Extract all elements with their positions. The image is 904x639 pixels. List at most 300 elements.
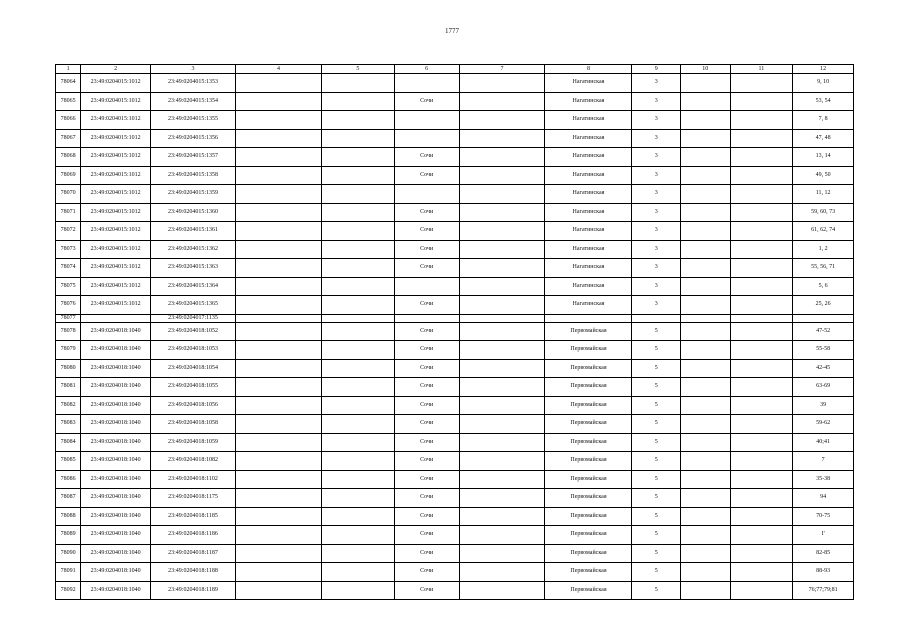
table-cell (681, 259, 731, 278)
table-cell: 23:49:0204018:1040 (81, 359, 151, 378)
table-cell: 78080 (56, 359, 81, 378)
table-cell: Сочи (394, 378, 459, 397)
table-cell: 78091 (56, 563, 81, 582)
table-cell: 82-85 (793, 544, 854, 563)
table-cell (730, 433, 793, 452)
table-cell (681, 314, 731, 322)
table-cell: 78089 (56, 526, 81, 545)
table-cell: 23:49:0204015:1012 (81, 74, 151, 93)
table-cell: 23:49:0204015:1353 (151, 74, 236, 93)
table-cell: 23:49:0204018:1058 (151, 415, 236, 434)
table-cell (730, 581, 793, 600)
table-cell: 23:49:0204015:1358 (151, 166, 236, 185)
table-row (56, 378, 854, 397)
table-cell: 23:49:0204018:1040 (81, 322, 151, 341)
table-cell: 23:49:0204018:1040 (81, 544, 151, 563)
table-cell: 5 (632, 415, 681, 434)
table-cell (681, 526, 731, 545)
table-row (56, 581, 854, 600)
table-cell: Первомайская (545, 507, 632, 526)
table-cell (394, 185, 459, 204)
table-cell: 78065 (56, 92, 81, 111)
table-cell (730, 240, 793, 259)
table-cell (730, 314, 793, 322)
table-cell (459, 166, 545, 185)
table-cell: 42-45 (793, 359, 854, 378)
table-cell: 3 (632, 166, 681, 185)
table-cell (681, 111, 731, 130)
table-cell (321, 277, 394, 296)
table-cell (236, 378, 322, 397)
table-cell: Сочи (394, 240, 459, 259)
table-cell: Сочи (394, 526, 459, 545)
table-cell (321, 581, 394, 600)
table-cell (321, 166, 394, 185)
table-cell: 23:49:0204015:1354 (151, 92, 236, 111)
table-cell: 23:49:0204015:1012 (81, 296, 151, 315)
table-cell: 23:49:0204018:1040 (81, 415, 151, 434)
table-cell: Нагатинская (545, 148, 632, 167)
table-cell: Первомайская (545, 581, 632, 600)
table-cell: 78084 (56, 433, 81, 452)
table-cell (459, 544, 545, 563)
table-cell (321, 433, 394, 452)
table-cell: 23:49:0204018:1175 (151, 489, 236, 508)
table-cell: 5 (632, 470, 681, 489)
table-cell (236, 259, 322, 278)
table-cell (321, 378, 394, 397)
table-cell: 1, 2 (793, 240, 854, 259)
table-cell: 78069 (56, 166, 81, 185)
table-cell (236, 489, 322, 508)
table-cell (545, 314, 632, 322)
table-cell: 23:49:0204018:1059 (151, 433, 236, 452)
table-cell (236, 148, 322, 167)
table-cell: 23:49:0204018:1102 (151, 470, 236, 489)
table-cell: Сочи (394, 415, 459, 434)
table-cell (681, 148, 731, 167)
table-cell: 53, 54 (793, 92, 854, 111)
table-cell: 23:49:0204018:1185 (151, 507, 236, 526)
table-cell (236, 92, 322, 111)
table-cell (394, 111, 459, 130)
table-cell: 23:49:0204015:1012 (81, 166, 151, 185)
table-cell: Сочи (394, 544, 459, 563)
table-cell (730, 296, 793, 315)
table-cell (321, 129, 394, 148)
table-cell (681, 581, 731, 600)
table-cell (459, 203, 545, 222)
table-cell (321, 148, 394, 167)
table-cell: 3 (632, 222, 681, 241)
table-cell (236, 314, 322, 322)
table-cell: Нагатинская (545, 240, 632, 259)
table-cell: 61, 62, 74 (793, 222, 854, 241)
table-cell: Первомайская (545, 452, 632, 471)
table-cell: 23:49:0204018:1082 (151, 452, 236, 471)
table-cell (681, 489, 731, 508)
table-cell: 5 (632, 452, 681, 471)
table-cell (236, 296, 322, 315)
table-cell: 78085 (56, 452, 81, 471)
table-row (56, 452, 854, 471)
table-cell: 3 (632, 148, 681, 167)
table-cell: 23:49:0204018:1052 (151, 322, 236, 341)
table-cell (236, 240, 322, 259)
table-cell: Сочи (394, 259, 459, 278)
table-row (56, 166, 854, 185)
table-cell (321, 526, 394, 545)
table-cell: 47, 48 (793, 129, 854, 148)
table-cell: 78068 (56, 148, 81, 167)
table-row (56, 415, 854, 434)
table-cell: 13, 14 (793, 148, 854, 167)
table-cell: Сочи (394, 433, 459, 452)
table-cell (321, 111, 394, 130)
table-cell (459, 92, 545, 111)
page-number: 1777 (445, 27, 459, 35)
table-cell (681, 563, 731, 582)
table-cell (459, 240, 545, 259)
table-cell: 23:49:0204015:1357 (151, 148, 236, 167)
table-cell (730, 222, 793, 241)
table-cell (459, 563, 545, 582)
table-row (56, 277, 854, 296)
table-cell (321, 544, 394, 563)
registry-table (55, 64, 854, 600)
table-cell: Сочи (394, 452, 459, 471)
table-cell (730, 111, 793, 130)
table-cell (459, 222, 545, 241)
table-cell (459, 74, 545, 93)
column-header: 7 (459, 65, 545, 74)
table-cell (681, 470, 731, 489)
column-header: 5 (321, 65, 394, 74)
table-cell: 23:49:0204018:1040 (81, 452, 151, 471)
table-cell: 78083 (56, 415, 81, 434)
table-cell: 5, 6 (793, 277, 854, 296)
table-row (56, 470, 854, 489)
table-cell (681, 185, 731, 204)
table-cell (321, 359, 394, 378)
table-row (56, 544, 854, 563)
table-cell (681, 359, 731, 378)
table-row (56, 92, 854, 111)
table-cell: 78072 (56, 222, 81, 241)
table-cell (681, 452, 731, 471)
table-cell (236, 74, 322, 93)
table-cell: 23:49:0204017:1135 (151, 314, 236, 322)
table-cell (730, 359, 793, 378)
table-cell (730, 378, 793, 397)
table-header-row (56, 65, 854, 74)
table-cell: 3 (632, 240, 681, 259)
table-cell: 23:49:0204015:1012 (81, 222, 151, 241)
table-cell: Нагатинская (545, 185, 632, 204)
table-cell (321, 322, 394, 341)
table-cell: 23:49:0204018:1040 (81, 470, 151, 489)
table-cell (321, 259, 394, 278)
table-cell (321, 203, 394, 222)
column-header: 9 (632, 65, 681, 74)
table-cell: Нагатинская (545, 203, 632, 222)
table-cell: 23:49:0204018:1186 (151, 526, 236, 545)
table-cell (321, 396, 394, 415)
table-cell (321, 240, 394, 259)
table-cell: 25, 26 (793, 296, 854, 315)
table-cell: Сочи (394, 470, 459, 489)
table-row (56, 396, 854, 415)
table-row (56, 259, 854, 278)
table-cell: 7, 8 (793, 111, 854, 130)
table-cell (459, 452, 545, 471)
table-row (56, 74, 854, 93)
table-cell: 78088 (56, 507, 81, 526)
table-cell: 78087 (56, 489, 81, 508)
table-cell (394, 314, 459, 322)
table-cell (730, 277, 793, 296)
table-cell (459, 314, 545, 322)
table-cell (321, 452, 394, 471)
table-cell: Сочи (394, 166, 459, 185)
table-row (56, 433, 854, 452)
table-cell: Сочи (394, 341, 459, 360)
table-cell (459, 296, 545, 315)
table-cell (730, 563, 793, 582)
table-row (56, 129, 854, 148)
table-cell: 23:49:0204015:1012 (81, 277, 151, 296)
table-cell: 23:49:0204018:1040 (81, 396, 151, 415)
table-cell (730, 322, 793, 341)
table-cell (236, 322, 322, 341)
table-cell: Сочи (394, 581, 459, 600)
table-cell: Сочи (394, 148, 459, 167)
table-cell: 23:49:0204018:1040 (81, 563, 151, 582)
table-cell: 23:49:0204018:1040 (81, 489, 151, 508)
table-row (56, 507, 854, 526)
table-cell: 3 (632, 92, 681, 111)
table-row (56, 185, 854, 204)
table-cell (681, 378, 731, 397)
table-cell: 5 (632, 378, 681, 397)
table-cell: Первомайская (545, 378, 632, 397)
table-cell: 23:49:0204015:1361 (151, 222, 236, 241)
table-cell: 23:49:0204018:1189 (151, 581, 236, 600)
table-cell (321, 489, 394, 508)
table-cell (459, 489, 545, 508)
table-cell: 5 (632, 396, 681, 415)
table-cell (321, 415, 394, 434)
table-cell: 47-52 (793, 322, 854, 341)
table-cell: 88-93 (793, 563, 854, 582)
column-header: 3 (151, 65, 236, 74)
table-cell: 78067 (56, 129, 81, 148)
table-cell (459, 322, 545, 341)
table-cell (236, 526, 322, 545)
table-cell (394, 129, 459, 148)
table-cell: 23:49:0204015:1356 (151, 129, 236, 148)
table-cell: 5 (632, 489, 681, 508)
table-cell (459, 378, 545, 397)
table-cell: 23:49:0204018:1040 (81, 341, 151, 360)
column-header: 8 (545, 65, 632, 74)
table-cell (730, 259, 793, 278)
table-cell (730, 544, 793, 563)
table-cell: 78070 (56, 185, 81, 204)
table-cell: 23:49:0204015:1360 (151, 203, 236, 222)
table-cell: 94 (793, 489, 854, 508)
table-cell: Сочи (394, 222, 459, 241)
table-cell: 5 (632, 341, 681, 360)
column-header: 6 (394, 65, 459, 74)
table-cell: Нагатинская (545, 296, 632, 315)
table-cell (81, 314, 151, 322)
table-cell (459, 526, 545, 545)
table-cell: Сочи (394, 507, 459, 526)
table-cell: 39 (793, 396, 854, 415)
table-cell: Нагатинская (545, 74, 632, 93)
table-cell: 5 (632, 433, 681, 452)
table-cell (236, 203, 322, 222)
table-cell (681, 129, 731, 148)
table-cell: 3 (632, 111, 681, 130)
table-cell: 23:49:0204018:1053 (151, 341, 236, 360)
table-row (56, 203, 854, 222)
table-cell: Первомайская (545, 544, 632, 563)
table-cell (681, 222, 731, 241)
table-cell (681, 277, 731, 296)
table-cell (681, 322, 731, 341)
table-cell: Нагатинская (545, 129, 632, 148)
table-cell (681, 433, 731, 452)
table-cell (236, 222, 322, 241)
table-cell (236, 544, 322, 563)
table-cell: 5 (632, 563, 681, 582)
table-cell: 23:49:0204015:1365 (151, 296, 236, 315)
table-cell (459, 277, 545, 296)
table-cell (321, 507, 394, 526)
table-cell: Нагатинская (545, 166, 632, 185)
column-header: 4 (236, 65, 322, 74)
table-cell: 23:49:0204015:1012 (81, 240, 151, 259)
table-cell: 23:49:0204018:1056 (151, 396, 236, 415)
table-row (56, 526, 854, 545)
table-cell (730, 341, 793, 360)
table-row (56, 222, 854, 241)
table-cell: 59-62 (793, 415, 854, 434)
table-cell: 23:49:0204015:1012 (81, 185, 151, 204)
table-cell (236, 581, 322, 600)
column-header: 1 (56, 65, 81, 74)
table-cell: 78064 (56, 74, 81, 93)
table-cell (321, 222, 394, 241)
table-cell (459, 148, 545, 167)
table-cell (459, 111, 545, 130)
table-cell: 59, 60, 73 (793, 203, 854, 222)
table-cell (730, 129, 793, 148)
table-cell (730, 203, 793, 222)
table-cell: Сочи (394, 203, 459, 222)
table-cell (236, 359, 322, 378)
table-row (56, 341, 854, 360)
table-body (56, 74, 854, 600)
table-cell: 23:49:0204015:1362 (151, 240, 236, 259)
table-cell (730, 470, 793, 489)
table-cell: Первомайская (545, 563, 632, 582)
table-cell: 78086 (56, 470, 81, 489)
table-cell (321, 563, 394, 582)
table-cell: 78075 (56, 277, 81, 296)
table-cell: Нагатинская (545, 111, 632, 130)
table-cell: 63-69 (793, 378, 854, 397)
table-cell (730, 74, 793, 93)
column-header: 12 (793, 65, 854, 74)
table-cell (459, 129, 545, 148)
table-cell (321, 470, 394, 489)
table-cell: Сочи (394, 563, 459, 582)
table-cell (681, 507, 731, 526)
table-cell: 23:49:0204015:1012 (81, 129, 151, 148)
table-cell (236, 470, 322, 489)
table-cell: 5 (632, 581, 681, 600)
table-cell: 3 (632, 185, 681, 204)
table-cell (236, 396, 322, 415)
table-cell: 5 (632, 544, 681, 563)
table-cell (730, 526, 793, 545)
table-row (56, 314, 854, 322)
table-cell (459, 433, 545, 452)
table-cell (459, 581, 545, 600)
table-cell: 78090 (56, 544, 81, 563)
table-cell (730, 185, 793, 204)
table-cell: 76;77;79;81 (793, 581, 854, 600)
table-cell: Первомайская (545, 526, 632, 545)
table-cell: 23:49:0204018:1040 (81, 581, 151, 600)
table-cell: 3 (632, 129, 681, 148)
table-cell (681, 415, 731, 434)
table-cell: 23:49:0204015:1012 (81, 203, 151, 222)
table-cell: I' (793, 526, 854, 545)
table-cell: 78078 (56, 322, 81, 341)
table-cell: Первомайская (545, 415, 632, 434)
table-cell (236, 277, 322, 296)
table-cell (730, 489, 793, 508)
table-cell: Нагатинская (545, 222, 632, 241)
table-cell: 23:49:0204018:1040 (81, 526, 151, 545)
table-cell (321, 314, 394, 322)
table-cell: Сочи (394, 359, 459, 378)
table-cell (681, 203, 731, 222)
table-cell (459, 507, 545, 526)
table-cell: 78079 (56, 341, 81, 360)
table-cell: 3 (632, 203, 681, 222)
table-cell (730, 507, 793, 526)
table-cell: Первомайская (545, 359, 632, 378)
table-cell (459, 185, 545, 204)
table-cell (321, 92, 394, 111)
table-cell: Нагатинская (545, 277, 632, 296)
table-cell: Нагатинская (545, 92, 632, 111)
table-cell (681, 296, 731, 315)
table-cell: 23:49:0204015:1012 (81, 148, 151, 167)
table-cell: 78082 (56, 396, 81, 415)
table-row (56, 489, 854, 508)
table-cell: Первомайская (545, 433, 632, 452)
table-row (56, 111, 854, 130)
table-cell: 5 (632, 322, 681, 341)
table-cell: 23:49:0204015:1012 (81, 259, 151, 278)
table-cell (236, 507, 322, 526)
